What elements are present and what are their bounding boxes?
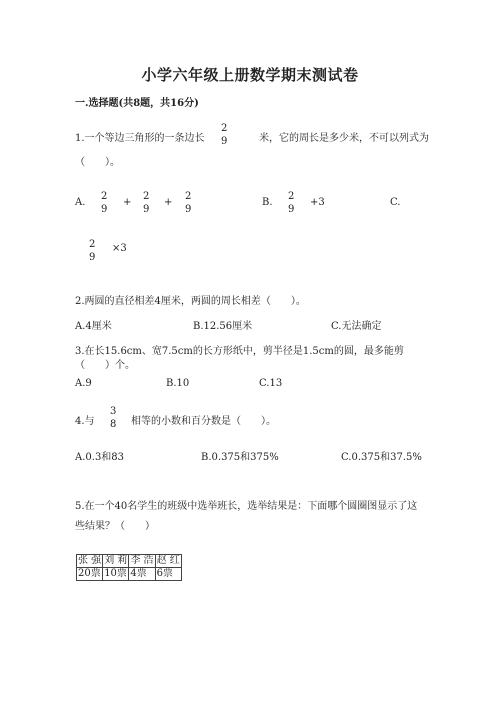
fraction-denominator: 9 — [221, 136, 228, 147]
page-title: 小学六年级上册数学期末测试卷 — [141, 66, 359, 84]
fraction-numerator: 2 — [101, 191, 108, 202]
fraction-denominator: 8 — [110, 419, 117, 430]
table-header-cell: 刘 莉 — [104, 555, 128, 566]
fraction-numerator: 2 — [143, 191, 150, 202]
fraction-denominator: 9 — [101, 204, 108, 215]
q1-text-before: 1.一个等边三角形的一条边长 — [75, 133, 205, 144]
q5-line-1: 5.在一个40名学生的班级中选举班长，选举结果是：下面哪个圆圈图显示了这 — [75, 501, 418, 512]
fraction-numerator: 2 — [288, 191, 295, 202]
q4-text-after: 相等的小数和百分数是（ ）。 — [131, 416, 276, 427]
table-cell: 20票 — [78, 568, 101, 579]
q1-option-c-label: C. — [390, 197, 401, 208]
fraction-numerator: 2 — [221, 123, 228, 134]
q3-option-b: B.10 — [166, 378, 190, 389]
table-header-cell: 张 强 — [78, 555, 102, 566]
table-cell: 6票 — [155, 568, 181, 581]
q4-option-b: B.0.375和375% — [201, 452, 279, 463]
q1-option-c-fraction — [89, 238, 95, 264]
table-row — [77, 568, 182, 581]
q4-text-before: 4.与 — [75, 416, 95, 427]
fraction-denominator: 9 — [288, 204, 295, 215]
q1-option-a-plus-1: + — [123, 197, 132, 208]
table-row — [77, 555, 182, 568]
fraction-denominator: 9 — [185, 204, 192, 215]
q1-option-a-plus-2: + — [164, 197, 173, 208]
q5-line-2: 些结果？（ ） — [75, 521, 155, 532]
fraction-denominator: 9 — [143, 204, 150, 215]
table-header-cell: 李 浩 — [130, 555, 154, 566]
q4-option-a: A.0.3和83 — [75, 452, 125, 463]
fraction-numerator: 2 — [89, 239, 96, 250]
q2-option-c: C.无法确定 — [331, 321, 382, 332]
q2-option-b: B.12.56厘米 — [193, 321, 253, 332]
fraction-numerator: 2 — [185, 191, 192, 202]
q1-option-a-fraction-1 — [101, 190, 107, 216]
q4-fraction — [110, 405, 116, 431]
q1-paren: （ ）。 — [75, 157, 120, 168]
vote-table — [76, 554, 182, 581]
table-cell: 10票 — [104, 568, 127, 579]
q1-option-c-tail: ×3 — [112, 243, 127, 254]
section-heading: 一.选择题(共8题，共16分) — [75, 98, 199, 109]
q1-option-a-label: A. — [75, 197, 86, 208]
q1-option-a-fraction-2 — [143, 190, 149, 216]
q1-option-a-fraction-3 — [185, 190, 191, 216]
table-header-cell: 赵 红 — [156, 555, 180, 566]
q1-option-b-label: B. — [262, 197, 273, 208]
q1-option-b-fraction — [288, 190, 294, 216]
table-cell: 4票 — [129, 568, 155, 581]
q2-option-a: A.4厘米 — [75, 321, 112, 332]
q1-text-after: 米，它的周长是多少米，不可以列式为 — [259, 133, 429, 144]
q1-fraction — [221, 122, 227, 148]
q3-line-1: 3.在长15.6cm、宽7.5cm的长方形纸中，剪半径是1.5cm的圆，最多能剪 — [75, 346, 404, 357]
fraction-denominator: 9 — [89, 252, 96, 263]
q3-option-c: C.13 — [259, 378, 283, 389]
q3-line-2: （ ）个。 — [75, 360, 135, 371]
q4-option-c: C.0.375和37.5% — [341, 452, 422, 463]
q2-text: 2.两圆的直径相差4厘米，两圆的周长相差（ ）。 — [75, 296, 306, 307]
fraction-numerator: 3 — [110, 406, 117, 417]
q1-option-b-tail: +3 — [310, 197, 325, 208]
q3-option-a: A.9 — [75, 378, 92, 389]
